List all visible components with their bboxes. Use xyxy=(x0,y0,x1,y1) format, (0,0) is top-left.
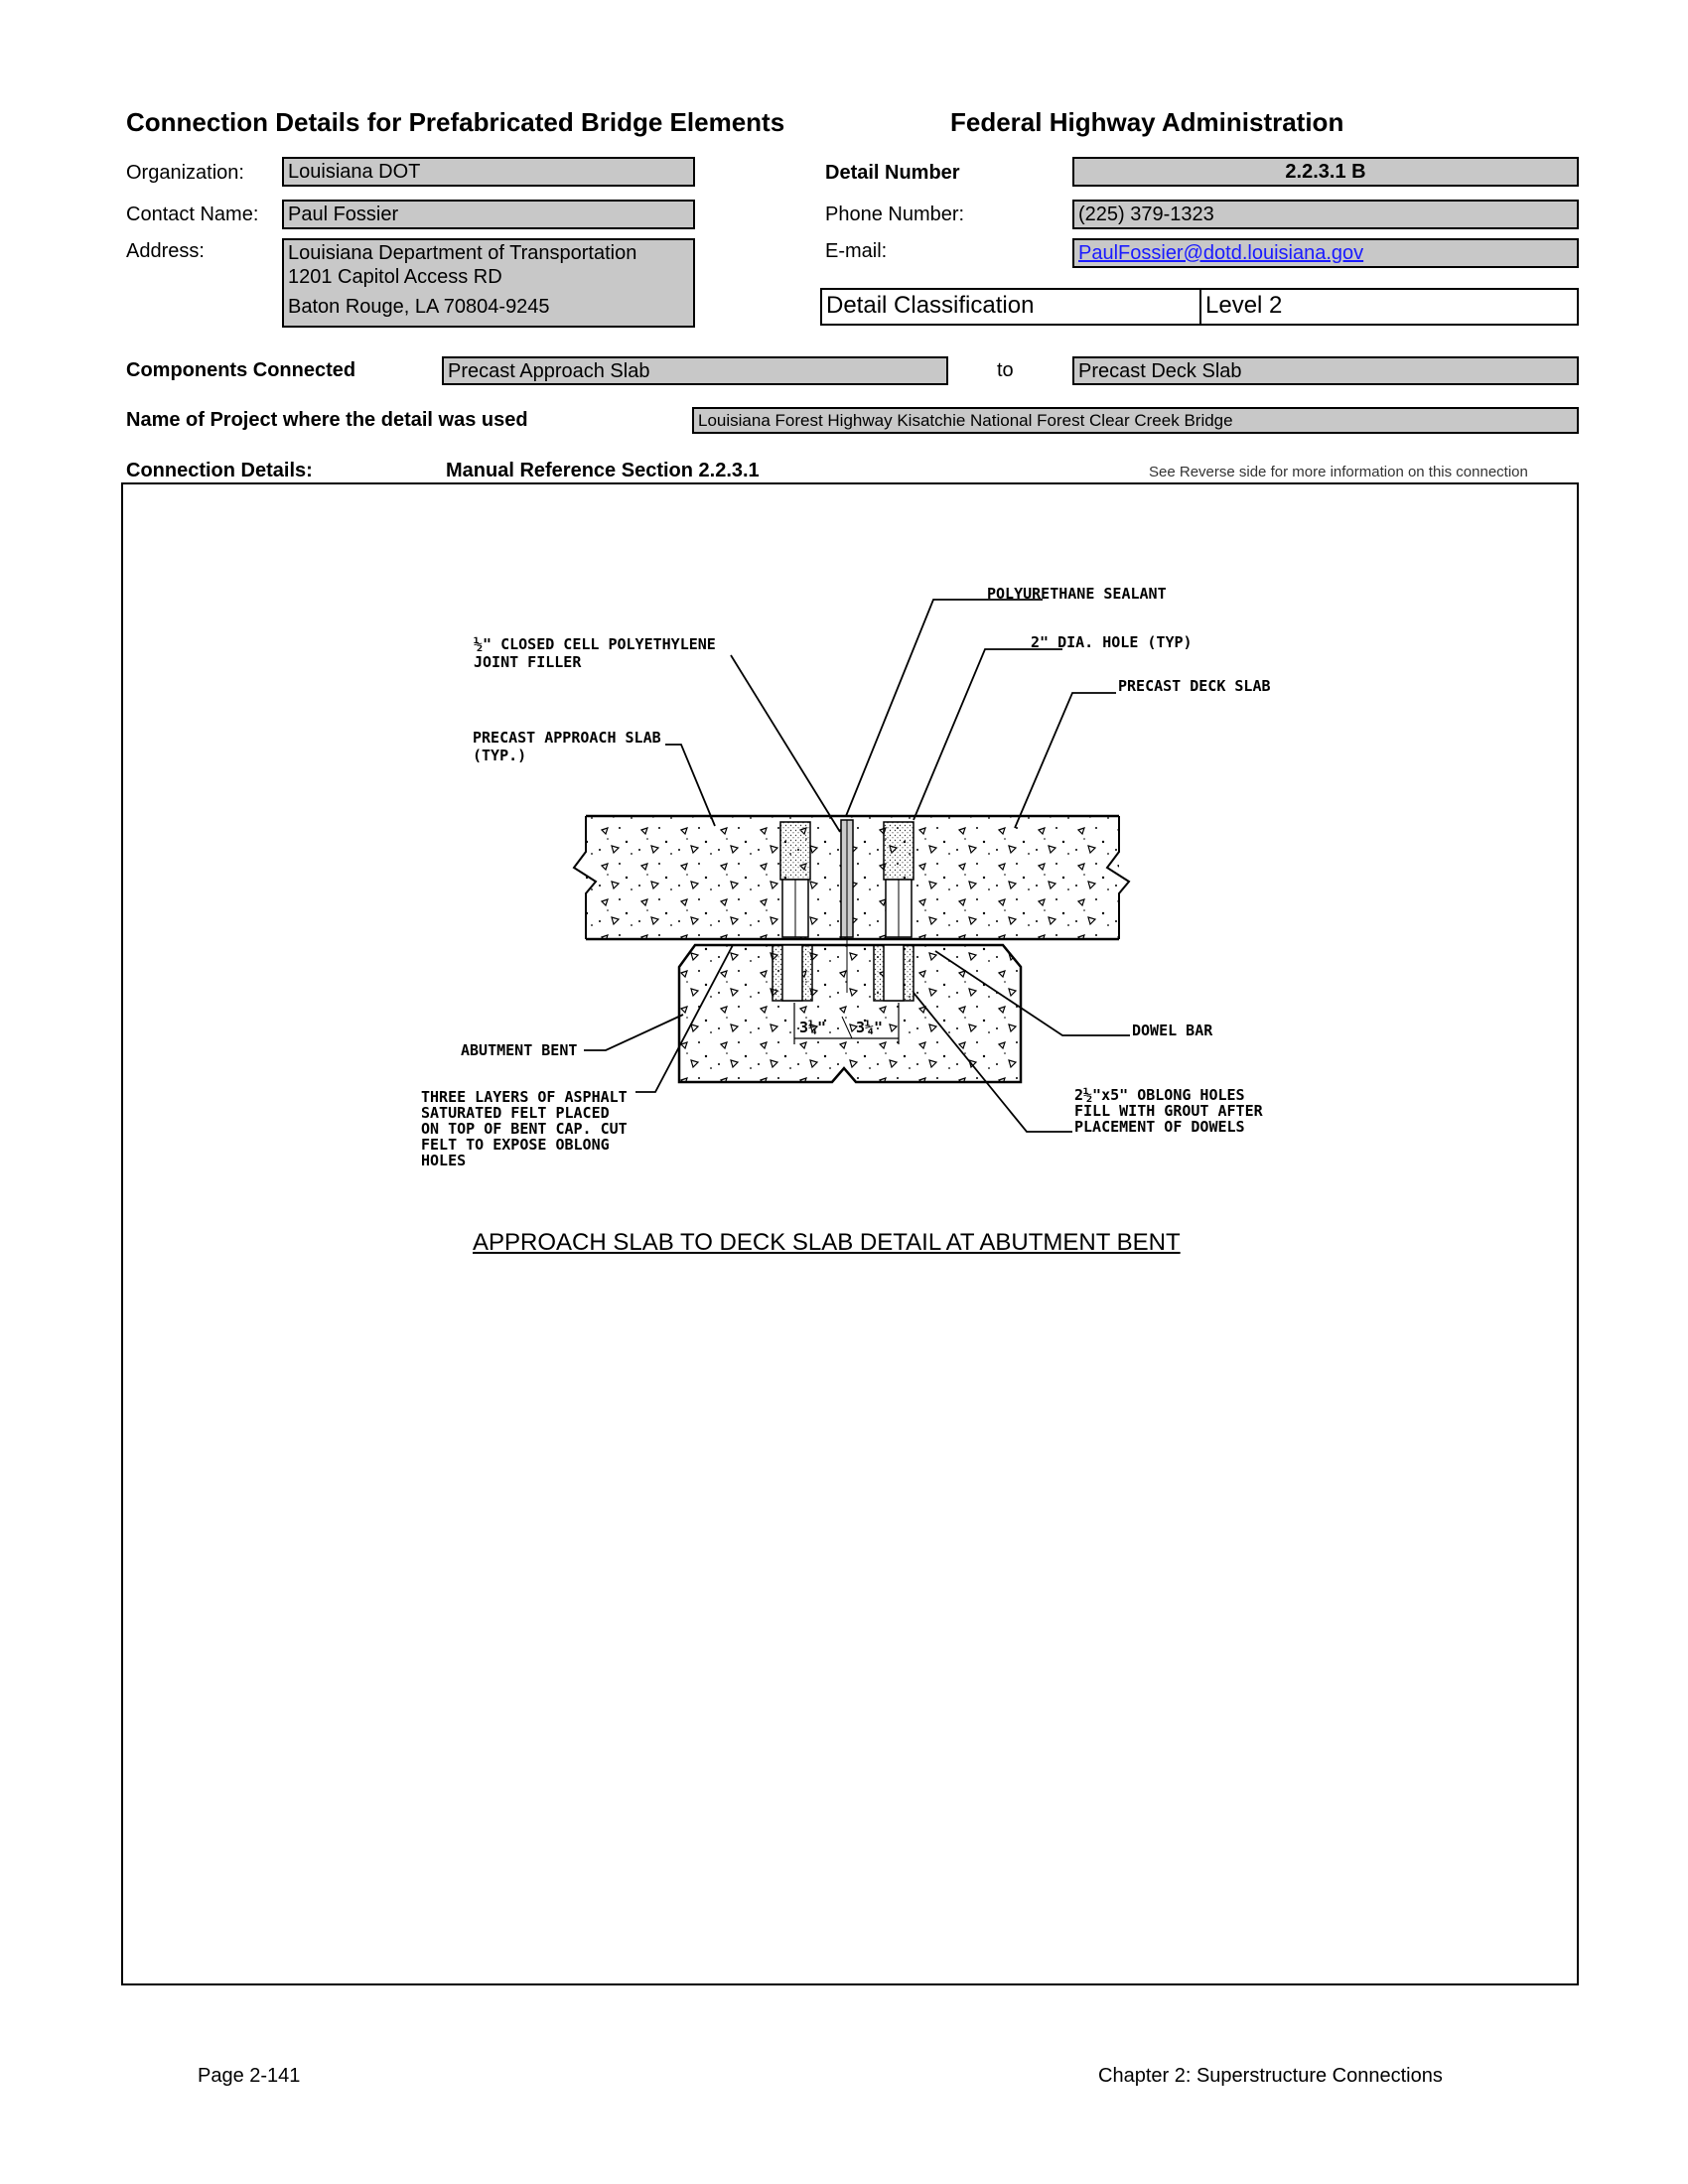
label-oblong-3: PLACEMENT OF DOWELS xyxy=(1074,1118,1245,1136)
label-felt-4: FELT TO EXPOSE OBLONG xyxy=(421,1136,610,1154)
detail-number-field: 2.2.3.1 B xyxy=(1072,157,1579,187)
detail-caption: APPROACH SLAB TO DECK SLAB DETAIL AT ABUTMENT BENT xyxy=(473,1229,1181,1256)
label-oblong-2: FILL WITH GROUT AFTER xyxy=(1074,1102,1263,1120)
label-dowel-bar: DOWEL BAR xyxy=(1132,1022,1213,1039)
project-label: Name of Project where the detail was used xyxy=(126,409,528,431)
label-felt-1: THREE LAYERS OF ASPHALT xyxy=(421,1088,628,1106)
project-field: Louisiana Forest Highway Kisatchie National Forest Clear Creek Bridge xyxy=(692,407,1579,434)
label-oblong-1: 2½"x5" OBLONG HOLES xyxy=(1074,1086,1245,1104)
address-line-3: Baton Rouge, LA 70804-9245 xyxy=(288,296,550,318)
classification-value: Level 2 xyxy=(1199,288,1579,326)
label-felt-3: ON TOP OF BENT CAP. CUT xyxy=(421,1120,628,1138)
address-line-2: 1201 Capitol Access RD xyxy=(288,266,502,288)
label-dia-hole: 2" DIA. HOLE (TYP) xyxy=(1031,633,1193,651)
components-label: Components Connected xyxy=(126,359,356,381)
classification-label: Detail Classification xyxy=(820,288,1201,326)
label-approach-slab-1: PRECAST APPROACH SLAB xyxy=(473,729,661,747)
phone-label: Phone Number: xyxy=(825,204,965,225)
dimension-right: 3¼" xyxy=(856,1019,884,1036)
manual-reference: Manual Reference Section 2.2.3.1 xyxy=(446,460,760,481)
chapter-title: Chapter 2: Superstructure Connections xyxy=(1098,2065,1443,2087)
email-link[interactable]: PaulFossier@dotd.louisiana.gov xyxy=(1078,242,1364,264)
reverse-note: See Reverse side for more information on this connection xyxy=(1149,464,1528,480)
label-polyurethane-sealant: POLYURETHANE SEALANT xyxy=(987,585,1167,603)
label-felt-2: SATURATED FELT PLACED xyxy=(421,1104,610,1122)
dimension-left: 3¼" xyxy=(799,1019,827,1036)
agency-title: Federal Highway Administration xyxy=(950,107,1344,137)
email-label: E-mail: xyxy=(825,240,888,262)
to-label: to xyxy=(997,359,1014,381)
document-title: Connection Details for Prefabricated Bridge Elements xyxy=(126,107,785,137)
label-approach-slab-2: (TYP.) xyxy=(473,747,527,764)
address-label: Address: xyxy=(126,240,205,262)
organization-label: Organization: xyxy=(126,162,244,184)
label-joint-filler-2: JOINT FILLER xyxy=(474,653,582,671)
organization-field: Louisiana DOT xyxy=(282,157,695,187)
contact-field: Paul Fossier xyxy=(282,200,695,229)
component-to-field: Precast Deck Slab xyxy=(1072,356,1579,385)
page-number: Page 2-141 xyxy=(198,2065,301,2087)
label-precast-deck-slab: PRECAST DECK SLAB xyxy=(1118,677,1271,695)
detail-number-label: Detail Number xyxy=(825,162,960,184)
label-joint-filler-1: ½" CLOSED CELL POLYETHYLENE xyxy=(474,635,716,653)
label-felt-5: HOLES xyxy=(421,1152,467,1169)
connection-details-label: Connection Details: xyxy=(126,460,313,481)
component-from-field: Precast Approach Slab xyxy=(442,356,948,385)
address-line-1: Louisiana Department of Transportation xyxy=(288,242,637,264)
phone-field: (225) 379-1323 xyxy=(1072,200,1579,229)
label-abutment-bent: ABUTMENT BENT xyxy=(461,1041,578,1059)
contact-label: Contact Name: xyxy=(126,204,259,225)
